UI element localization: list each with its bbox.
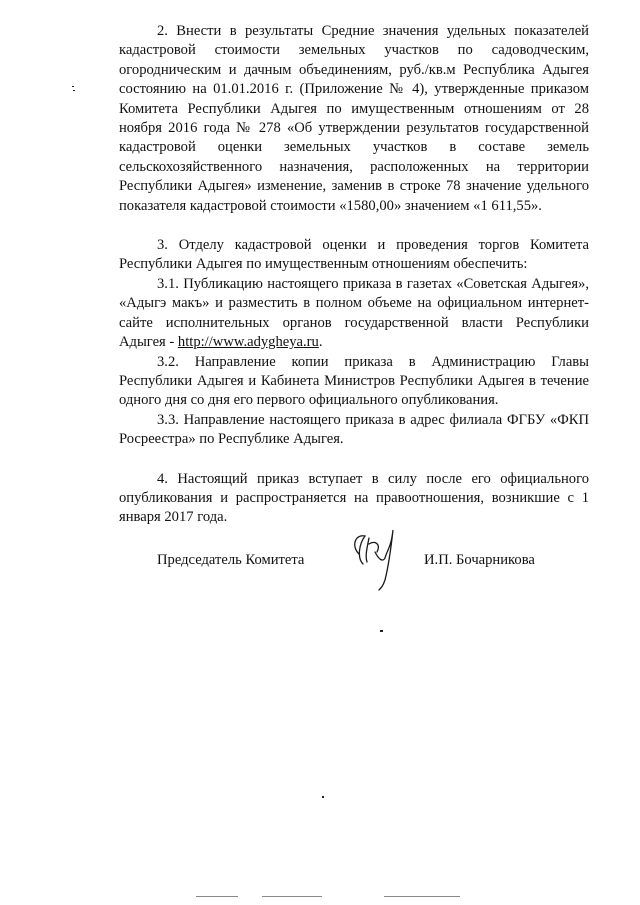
website-link[interactable]: http://www.adygheya.ru [177,334,319,351]
scan-speck [322,796,324,798]
footer-rule [196,896,238,897]
scan-speck [72,86,74,87]
paragraph-item-4: 4. Настоящий приказ вступает в силу после его официального опубликования и распространяется на правоотношения, возникшие с 1 января 2017 года. [119,470,589,526]
paragraph-item-3-1 [119,275,589,353]
signatory-name: И.П. Бочарникова [424,552,535,568]
paragraph-item-3: 3. Отделу кадастровой оценки и проведения торгов Комитета Республики Адыгея по имущественным отношениям обеспечить: [119,237,589,273]
signatory-title: Председатель Комитета [157,552,305,568]
paragraph-item-3-2: 3.2. Направление копии приказа в Администрацию Главы Республики Адыгея и Кабинета Министров Республики Адыгея в течение одного дня со дня его первого официального опубликования. [119,353,589,409]
paragraph-item-3-3: 3.3. Направление настоящего приказа в адрес филиала ФГБУ «ФКП Росреестра» по Республике Адыгея. [119,411,589,448]
handwritten-signature [345,524,405,594]
footer-rule [262,896,322,897]
paragraph-item-2: 2. Внести в результаты Средние значения удельных показателей кадастровой стоимости земельных участков по садоводческим, огородническим и дачным объединениям, руб./кв.м Республика Адыгея состоянию на 01.01.2016 г. (Приложение № 4), утвержденные приказом Комитета Республики Адыгея по имущественным отношениям от 28 ноября 2016 года № 278 «Об утверждении результатов государственной кадастровой оценки земельных участков в составе земель сельскохозяйственного назначения, расположенных на территории Республики Адыгея» изменение, заменив в строке 78 значение удельного показателя кадастровой стоимости «1580,00» значением «1 611,55». [119,23,589,214]
paragraph-item-3-1-text: 3.1. Публикацию настоящего приказа в газетах «Советская Адыгея», «Адыгэ макъ» и разместить в полном объеме на официальном интернет-сайте исполнительных органов государственной власти Республики Адыгея - [119,275,589,351]
signature-block [157,550,597,600]
footer-rule [384,896,460,897]
document-body [119,22,589,528]
scan-speck [380,630,383,632]
link-suffix: . [318,334,323,351]
scan-speck [73,90,75,91]
